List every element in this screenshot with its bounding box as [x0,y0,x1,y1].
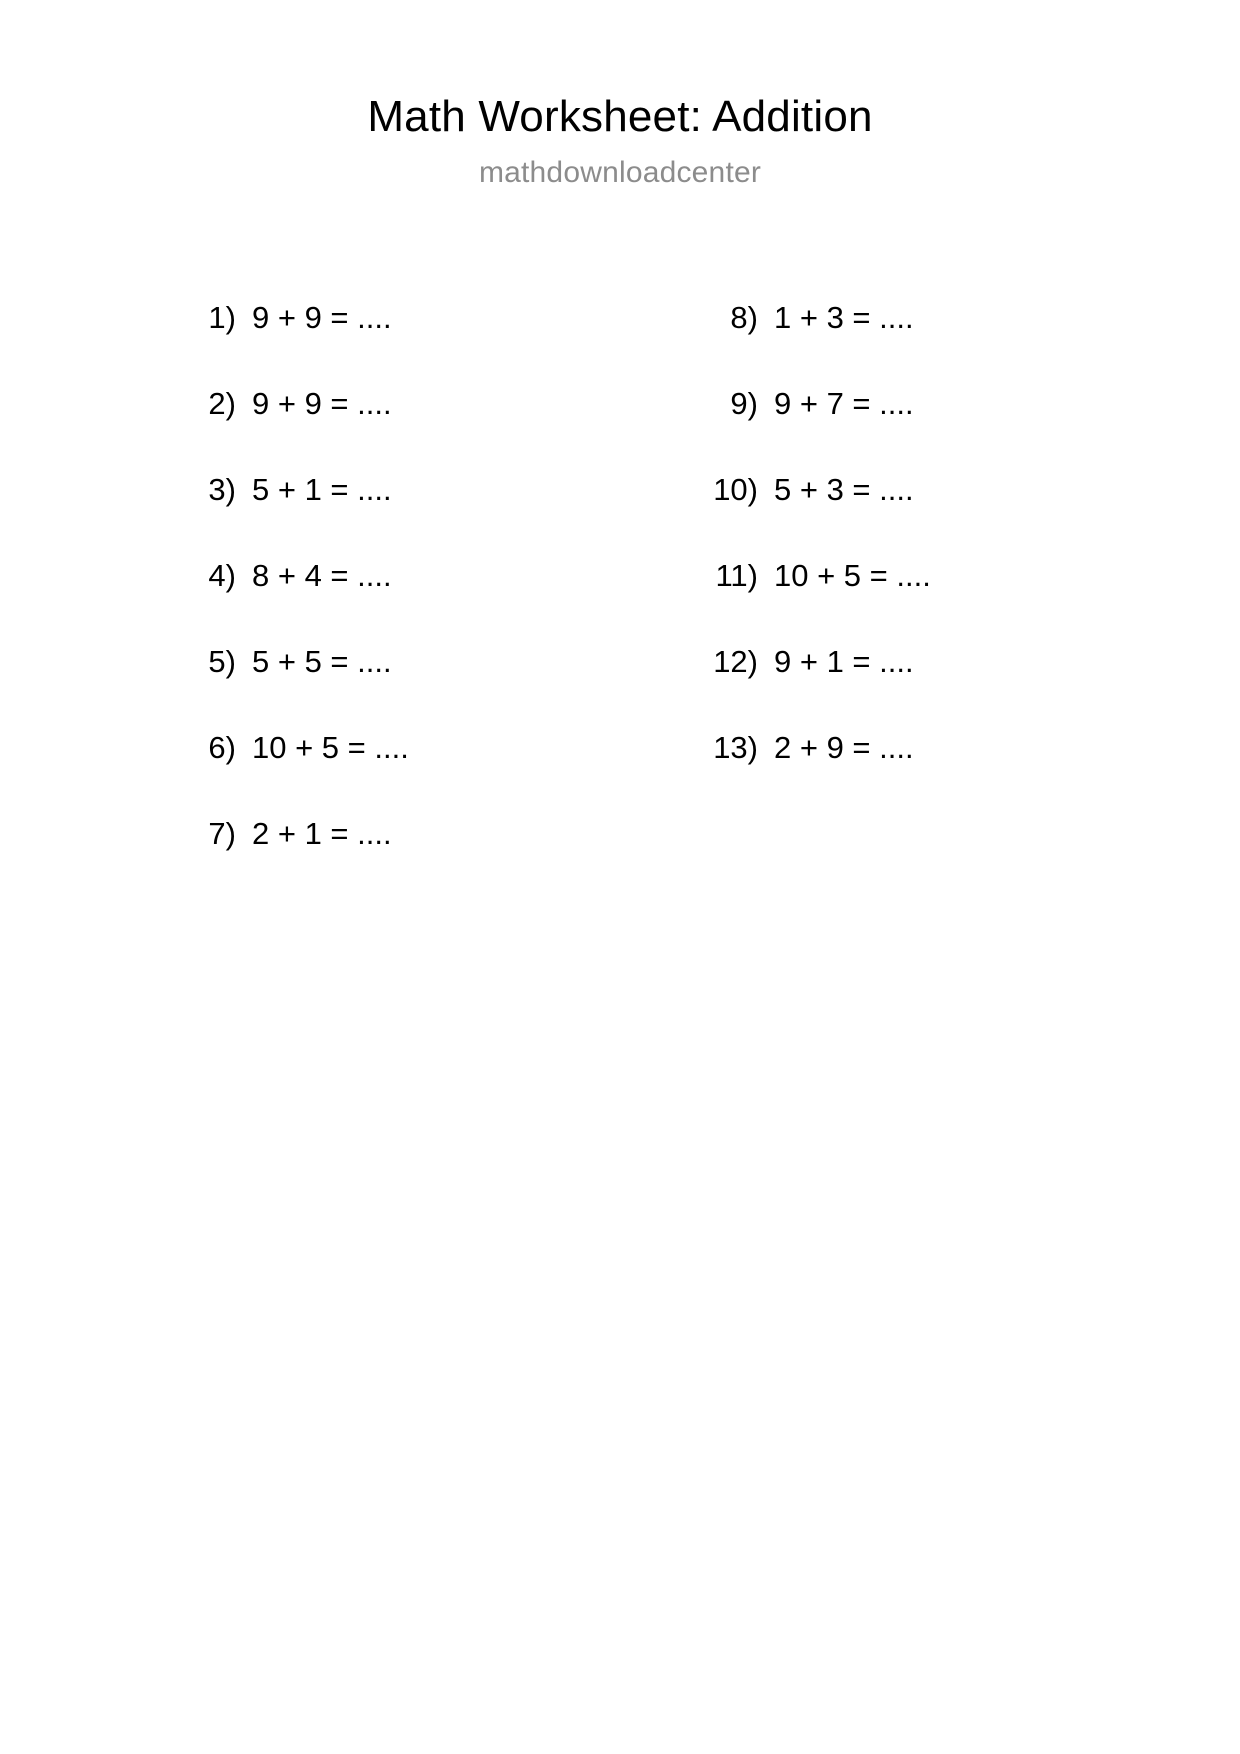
problem-item [702,644,1152,730]
page-subtitle: mathdownloadcenter [478,156,762,189]
problem-expression: 10 + 5 = .... [252,730,409,765]
problem-expression: 2 + 9 = .... [774,730,914,765]
problem-expression: 5 + 1 = .... [252,472,392,507]
problem-expression: 9 + 1 = .... [774,644,914,679]
problem-item [702,558,1152,644]
problem-item [702,300,1152,386]
problem-expression: 9 + 7 = .... [774,386,914,421]
problem-expression: 10 + 5 = .... [774,558,931,593]
problem-expression: 2 + 1 = .... [252,816,392,851]
problem-item [180,816,630,902]
problem-item [180,558,630,644]
problem-number: 13) [713,730,758,765]
problem-number: 9) [730,386,758,421]
problem-number: 4) [208,558,236,593]
problem-item [180,386,630,472]
problem-expression: 8 + 4 = .... [252,558,392,593]
problem-column-left [180,300,630,902]
problem-number: 7) [208,816,236,851]
problem-item [702,386,1152,472]
problem-number: 2) [208,386,236,421]
problem-column-right [702,300,1152,816]
problem-expression: 1 + 3 = .... [774,300,914,335]
problem-expression: 5 + 5 = .... [252,644,392,679]
problem-list [0,300,1240,902]
problem-number: 5) [208,644,236,679]
problem-item [180,730,630,816]
page-title: Math Worksheet: Addition [367,92,873,141]
problem-item [180,300,630,386]
problem-item [180,472,630,558]
problem-expression: 9 + 9 = .... [252,386,392,421]
problem-number: 12) [713,644,758,679]
problem-number: 11) [715,558,758,593]
problem-number: 1) [208,300,236,335]
problem-number: 3) [208,472,236,507]
problem-item [702,472,1152,558]
problem-item [702,730,1152,816]
problem-number: 6) [208,730,236,765]
problem-expression: 9 + 9 = .... [252,300,392,335]
problem-number: 10) [713,472,758,507]
problem-expression: 5 + 3 = .... [774,472,914,507]
problem-item [180,644,630,730]
problem-number: 8) [730,300,758,335]
